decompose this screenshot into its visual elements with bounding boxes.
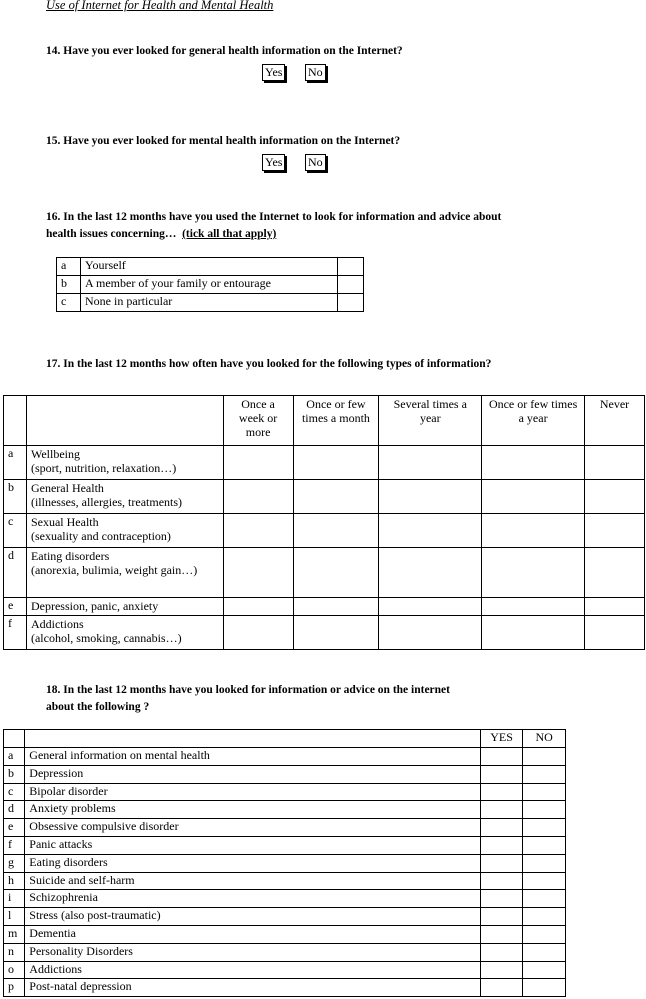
q17-answer-cell[interactable] [585,616,645,650]
q18-no-cell[interactable] [523,961,566,979]
q17-answer-cell[interactable] [293,514,379,548]
q17-row-title: Addictions [30,617,84,631]
q17-header-column: Never [585,396,645,446]
q17-answer-cell[interactable] [482,548,585,598]
q17-header-column: Once a week or more [223,396,293,446]
q18-row [4,961,566,979]
q17-answer-cell[interactable] [379,548,482,598]
q18-yes-cell[interactable] [480,872,523,890]
q18-no-cell[interactable] [523,908,566,926]
q18-row-letter: n [4,943,25,961]
q17-answer-cell[interactable] [379,480,482,514]
q18-row [4,836,566,854]
q17-row-title: Eating disorders [30,549,110,563]
q17-row-subtitle: (illnesses, allergies, treatments) [30,495,183,509]
q18-row-letter: g [4,854,25,872]
q18-yes-cell[interactable] [480,979,523,997]
q18-no-cell[interactable] [523,925,566,943]
q16-line1: 16. In the last 12 months have you used the Internet to look for information and advice about [46,211,502,223]
q18-yes-cell[interactable] [480,890,523,908]
q18-header-no: NO [523,730,566,748]
q17-row-subtitle: (sport, nutrition, relaxation…) [30,461,177,475]
q18-row-letter: o [4,961,25,979]
q17-row [4,616,645,650]
q16-tick-box[interactable] [338,294,364,312]
q18-row-label: Bipolar disorder [25,783,480,801]
q18-row [4,925,566,943]
q18-no-cell[interactable] [523,836,566,854]
q17-answer-cell[interactable] [585,514,645,548]
q18-row [4,801,566,819]
q17-answer-cell[interactable] [379,514,482,548]
q14-no-box[interactable] [305,63,326,81]
q18-row-letter: f [4,836,25,854]
q17-row-letter: e [4,598,27,616]
q18-line1: 18. In the last 12 months have you looked for information or advice on the internet [46,684,450,696]
q18-row [4,819,566,837]
q18-yes-cell[interactable] [480,836,523,854]
q17-answer-cell[interactable] [293,446,379,480]
q18-row [4,979,566,997]
q14-yes-box[interactable] [262,63,285,81]
q18-header-topic [25,730,480,748]
q18-yes-cell[interactable] [480,854,523,872]
q14-no-label: No [305,64,326,81]
q17-row [4,480,645,514]
q18-header-yes: YES [480,730,523,748]
q18-header-letter [4,730,25,748]
q17-row-letter: c [4,514,27,548]
q18-row-letter: b [4,765,25,783]
q18-row [4,908,566,926]
q18-row-label: Obsessive compulsive disorder [25,819,480,837]
q17-answer-cell[interactable] [585,598,645,616]
q17-answer-cell[interactable] [223,616,293,650]
q18-row [4,890,566,908]
q18-row-label: Panic attacks [25,836,480,854]
q17-row-letter: a [4,446,27,480]
q18-row-label: General information on mental health [25,748,480,766]
q18-row-letter: d [4,801,25,819]
q18-row-label: Post-natal depression [25,979,480,997]
q17-row-label [26,514,223,548]
q17-answer-cell[interactable] [482,480,585,514]
question-16 [46,209,501,243]
q16-note: (tick all that apply) [182,228,277,240]
q17-row-label [26,480,223,514]
q17-header-column: Several times a year [379,396,482,446]
q16-line2 [46,226,501,243]
q17-header-column: Once or few times a month [293,396,379,446]
q18-row-label: Schizophrenia [25,890,480,908]
q18-yes-cell[interactable] [480,765,523,783]
q18-no-cell[interactable] [523,943,566,961]
q17-answer-cell[interactable] [379,616,482,650]
q18-yes-cell[interactable] [480,925,523,943]
q16-row [57,276,364,294]
q17-row [4,598,645,616]
q17-answer-cell[interactable] [223,446,293,480]
q17-row-title: Depression, panic, anxiety [30,599,159,613]
section-title: Use of Internet for Health and Mental Health [46,0,274,12]
q18-row [4,872,566,890]
q18-row-letter: c [4,783,25,801]
question-17: 17. In the last 12 months how often have you looked for the following types of information? [46,358,492,370]
q17-row-label [26,598,223,616]
q17-answer-cell[interactable] [482,616,585,650]
q18-yes-cell[interactable] [480,783,523,801]
q18-row [4,748,566,766]
q16-row-label: Yourself [81,258,338,276]
q18-row-label: Anxiety problems [25,801,480,819]
q17-answer-cell[interactable] [585,548,645,598]
q16-row [57,294,364,312]
q15-no-box[interactable] [305,153,326,171]
q16-row-label: None in particular [81,294,338,312]
q16-row-letter: c [57,294,81,312]
q18-no-cell[interactable] [523,979,566,997]
q18-row-letter: a [4,748,25,766]
q17-answer-cell[interactable] [482,598,585,616]
q17-row [4,514,645,548]
q17-answer-cell[interactable] [223,548,293,598]
q18-row-letter: i [4,890,25,908]
q17-answer-cell[interactable] [293,480,379,514]
q16-table [56,257,364,312]
q17-answer-cell[interactable] [293,548,379,598]
q17-answer-cell[interactable] [293,616,379,650]
q17-answer-cell[interactable] [482,446,585,480]
q17-answer-cell[interactable] [379,598,482,616]
question-15: 15. Have you ever looked for mental health information on the Internet? [46,135,401,147]
q17-row-subtitle: (sexuality and contraception) [30,529,171,543]
q16-row-letter: b [57,276,81,294]
q17-header-letter [4,396,27,446]
q18-row-label: Addictions [25,961,480,979]
q18-yes-cell[interactable] [480,908,523,926]
q16-row-label: A member of your family or entourage [81,276,338,294]
q17-row-letter: f [4,616,27,650]
q18-yes-cell[interactable] [480,748,523,766]
question-14: 14. Have you ever looked for general health information on the Internet? [46,45,403,57]
q17-row-label [26,446,223,480]
q17-header-column: Once or few times a year [482,396,585,446]
q18-row-letter: m [4,925,25,943]
q17-row-title: Wellbeing [30,447,80,461]
q18-no-cell[interactable] [523,872,566,890]
q17-answer-cell[interactable] [585,480,645,514]
q17-row-subtitle: (anorexia, bulimia, weight gain…) [30,563,198,577]
q17-answer-cell[interactable] [293,598,379,616]
q17-row-subtitle: (alcohol, smoking, cannabis…) [30,631,182,645]
q18-yes-cell[interactable] [480,801,523,819]
q15-no-label: No [305,154,326,171]
q18-row-label: Dementia [25,925,480,943]
q18-row-label: Personality Disorders [25,943,480,961]
q18-row [4,943,566,961]
q16-row-letter: a [57,258,81,276]
q18-yes-cell[interactable] [480,961,523,979]
q18-row-letter: l [4,908,25,926]
q18-row-letter: h [4,872,25,890]
q18-line2: about the following ? [46,701,150,713]
q17-answer-cell[interactable] [223,480,293,514]
q18-row-label: Stress (also post-traumatic) [25,908,480,926]
q17-answer-cell[interactable] [379,446,482,480]
q16-line2-text: health issues concerning… [46,228,177,240]
q18-row-letter: e [4,819,25,837]
q18-no-cell[interactable] [523,765,566,783]
q18-row-label: Eating disorders [25,854,480,872]
q18-no-cell[interactable] [523,819,566,837]
q15-yes-box[interactable] [262,153,285,171]
q18-no-cell[interactable] [523,890,566,908]
q18-row-letter: p [4,979,25,997]
q18-no-cell[interactable] [523,783,566,801]
q18-row [4,765,566,783]
q17-row-title: General Health [30,481,104,495]
q17-table [3,395,645,650]
q18-yes-cell[interactable] [480,819,523,837]
q17-row [4,548,645,598]
q17-header-topic [26,396,223,446]
q18-yes-cell[interactable] [480,943,523,961]
q17-answer-cell[interactable] [223,598,293,616]
q16-tick-box[interactable] [338,276,364,294]
q18-no-cell[interactable] [523,748,566,766]
q17-answer-cell[interactable] [223,514,293,548]
q17-answer-cell[interactable] [482,514,585,548]
q17-answer-cell[interactable] [585,446,645,480]
q17-row-label [26,548,223,598]
q14-yes-label: Yes [262,64,285,81]
q16-tick-box[interactable] [338,258,364,276]
q18-table [3,729,566,997]
question-18 [46,682,450,716]
q18-row [4,783,566,801]
q18-no-cell[interactable] [523,854,566,872]
q17-row-letter: d [4,548,27,598]
q18-no-cell[interactable] [523,801,566,819]
q17-row [4,446,645,480]
q17-row-label [26,616,223,650]
q18-row [4,854,566,872]
q15-yes-label: Yes [262,154,285,171]
q18-row-label: Suicide and self-harm [25,872,480,890]
q17-row-letter: b [4,480,27,514]
q17-row-title: Sexual Health [30,515,99,529]
q18-row-label: Depression [25,765,480,783]
q16-row [57,258,364,276]
